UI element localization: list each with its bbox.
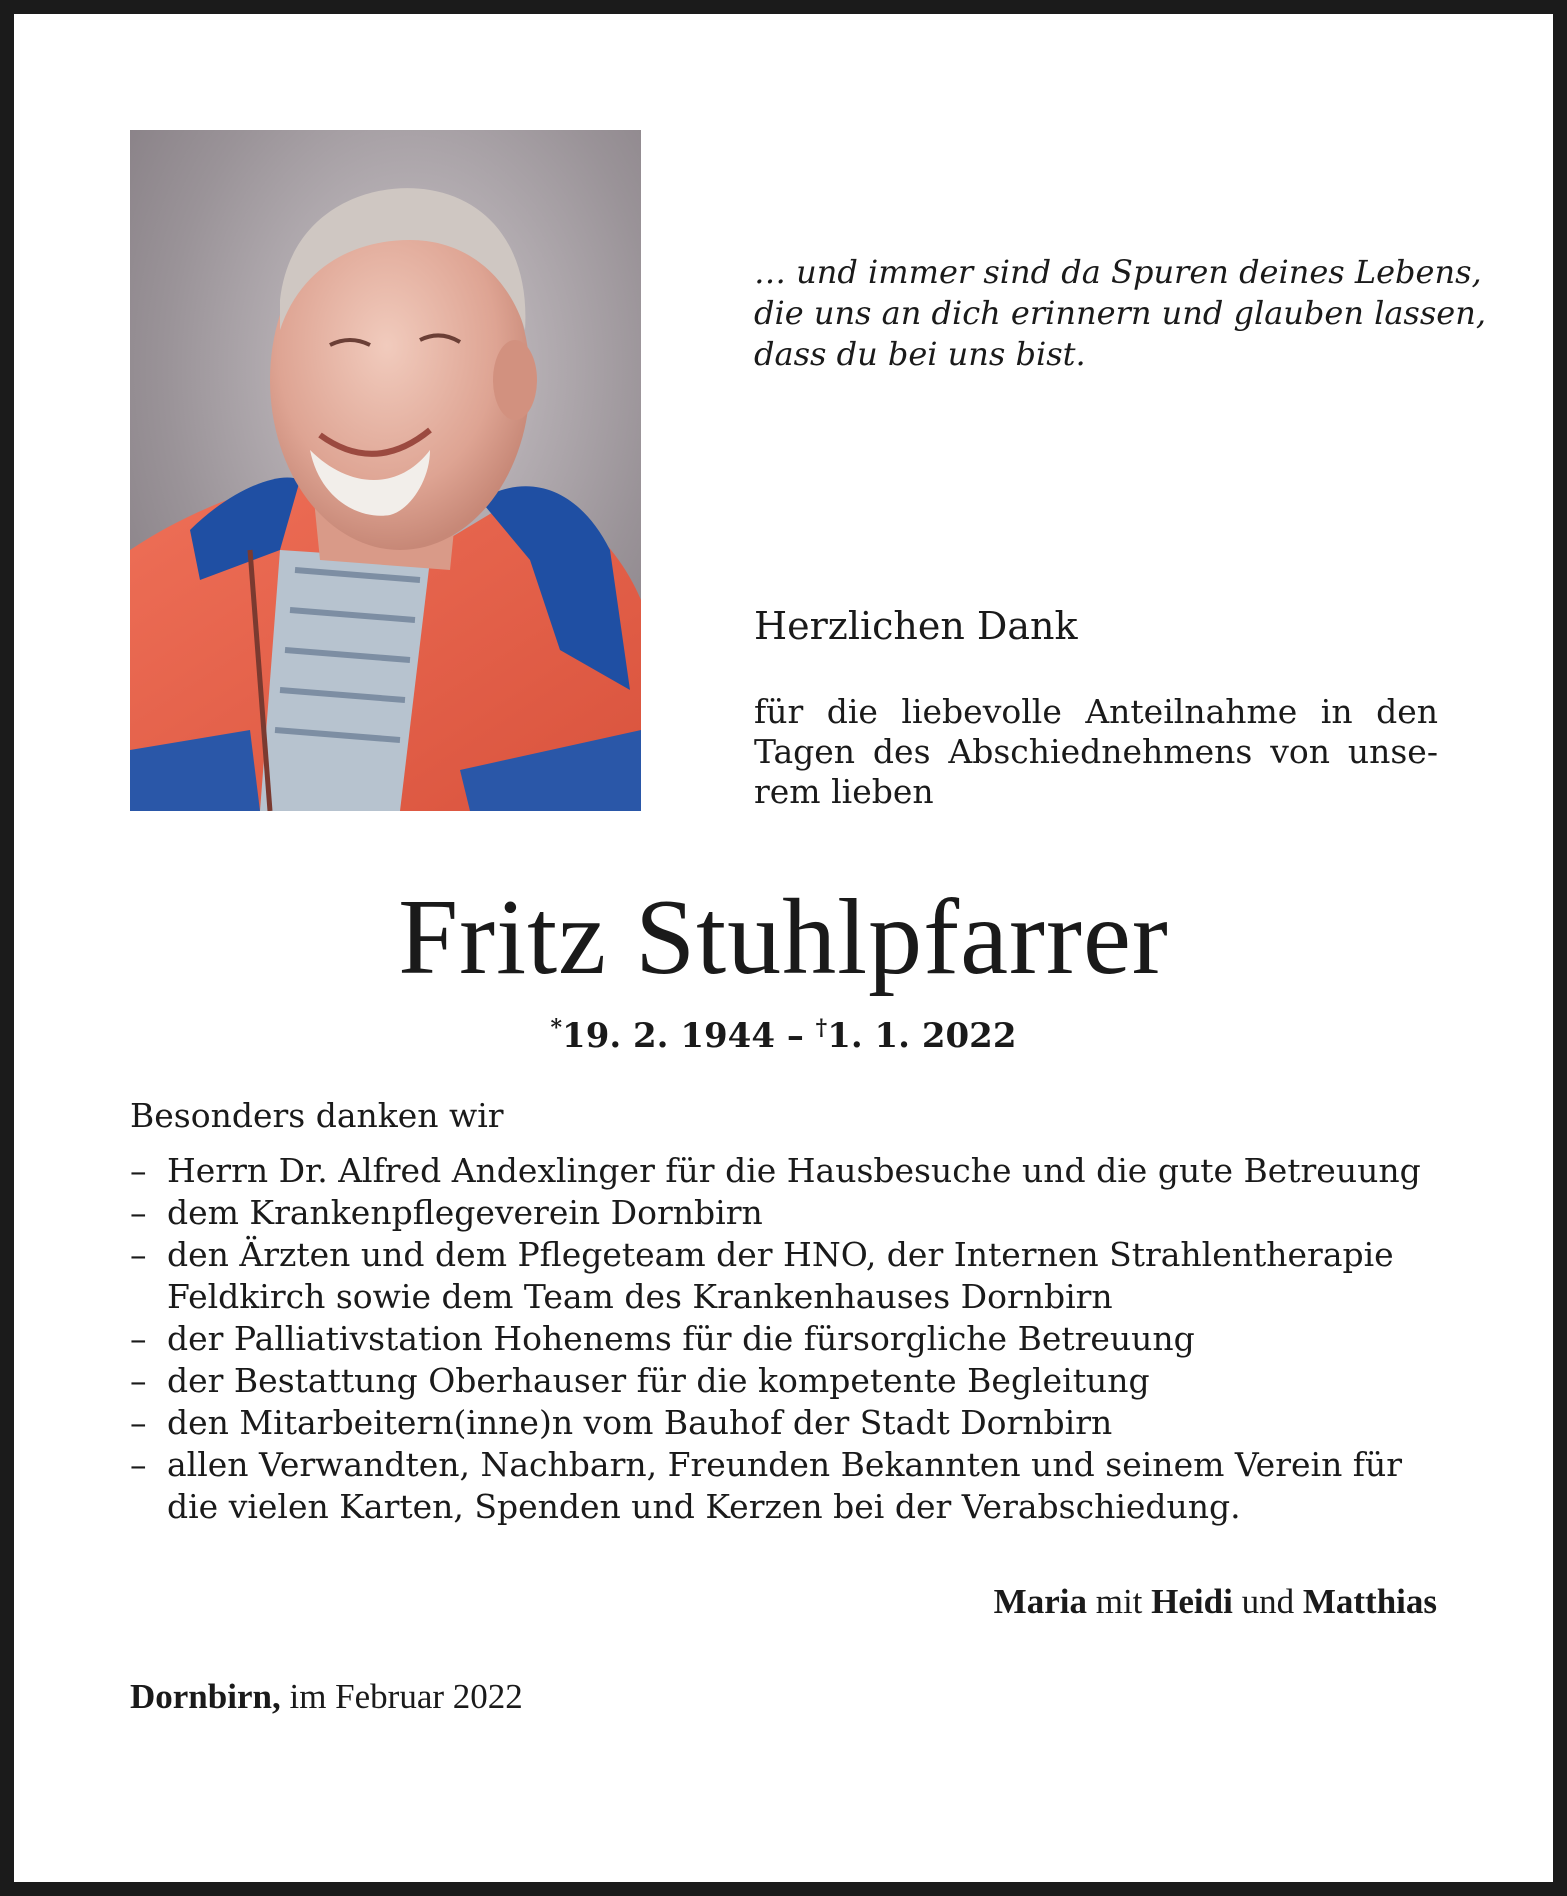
thanks-line: rem lieben [754,772,934,811]
dash: – [130,1445,147,1484]
list-item-line: dem Krankenpflegeverein Dornbirn [167,1193,763,1232]
list-item-line: die vielen Karten, Spenden und Kerzen bei der Verabschiedung. [167,1487,1241,1526]
death-date: 1. 1. 2022 [827,1016,1017,1056]
list-item-line: den Mitarbeitern(inne)n vom Bauhof der Stadt Dornbirn [167,1403,1113,1442]
life-dates [0,1006,1567,1058]
signature [994,1580,1437,1624]
acknowledgements-list [130,1150,1438,1528]
dash: – [130,1151,147,1190]
dash: – [130,1361,147,1400]
signer-joiner: mit [1086,1582,1152,1621]
signer-joiner: und [1232,1582,1303,1621]
portrait-illustration [130,130,641,811]
dash: – [130,1403,147,1442]
list-item [130,1192,1438,1234]
list-item-line: Herrn Dr. Alfred Andexlinger für die Hausbesuche und die gute Betreuung [167,1151,1421,1190]
list-item [130,1444,1438,1528]
quote-line: … und immer sind da Spuren deines Lebens, [754,253,1482,291]
place-city: Dornbirn, [130,1677,281,1716]
list-item [130,1402,1438,1444]
birth-date: 19. 2. 1944 [562,1016,775,1056]
thanks-body [754,692,1438,812]
deceased-name: Fritz Stuhlpfarrer [398,878,1169,997]
list-item-line: Feldkirch sowie dem Team des Krankenhauses Dornbirn [167,1277,1113,1316]
birth-symbol: * [550,1015,563,1041]
memorial-quote [754,252,1486,375]
list-item-line: allen Verwandten, Nachbarn, Freunden Bekannten und seinem Verein für [167,1445,1403,1484]
portrait-photo [130,130,641,811]
thanks-line: Tagen des Abschiednehmens von unse- [754,732,1438,771]
acknowledgements-intro: Besonders danken wir [130,1096,504,1135]
list-item [130,1150,1438,1192]
place-and-date [130,1675,523,1719]
signer-name: Heidi [1151,1582,1233,1621]
list-item-line: den Ärzten und dem Pflegeteam der HNO, der Internen Strahlentherapie [167,1235,1394,1274]
quote-line: dass du bei uns bist. [754,335,1086,373]
list-item [130,1360,1438,1402]
thanks-line: für die liebevolle Anteilnahme in den [754,692,1438,731]
list-item [130,1318,1438,1360]
date-separator: – [774,1016,816,1056]
list-item-line: der Palliativstation Hohenems für die fürsorgliche Betreuung [167,1319,1195,1358]
dash: – [130,1235,147,1274]
list-item-line: der Bestattung Oberhauser für die kompetente Begleitung [167,1361,1150,1400]
list-item [130,1234,1438,1318]
quote-line: die uns an dich erinnern und glauben lassen, [754,294,1486,332]
signer-name: Maria [993,1582,1087,1621]
thanks-heading: Herzlichen Dank [754,604,1078,648]
death-symbol: † [815,1015,828,1041]
signer-name: Matthias [1302,1582,1437,1621]
dash: – [130,1319,147,1358]
place-date: im Februar 2022 [280,1677,523,1716]
dash: – [130,1193,147,1232]
